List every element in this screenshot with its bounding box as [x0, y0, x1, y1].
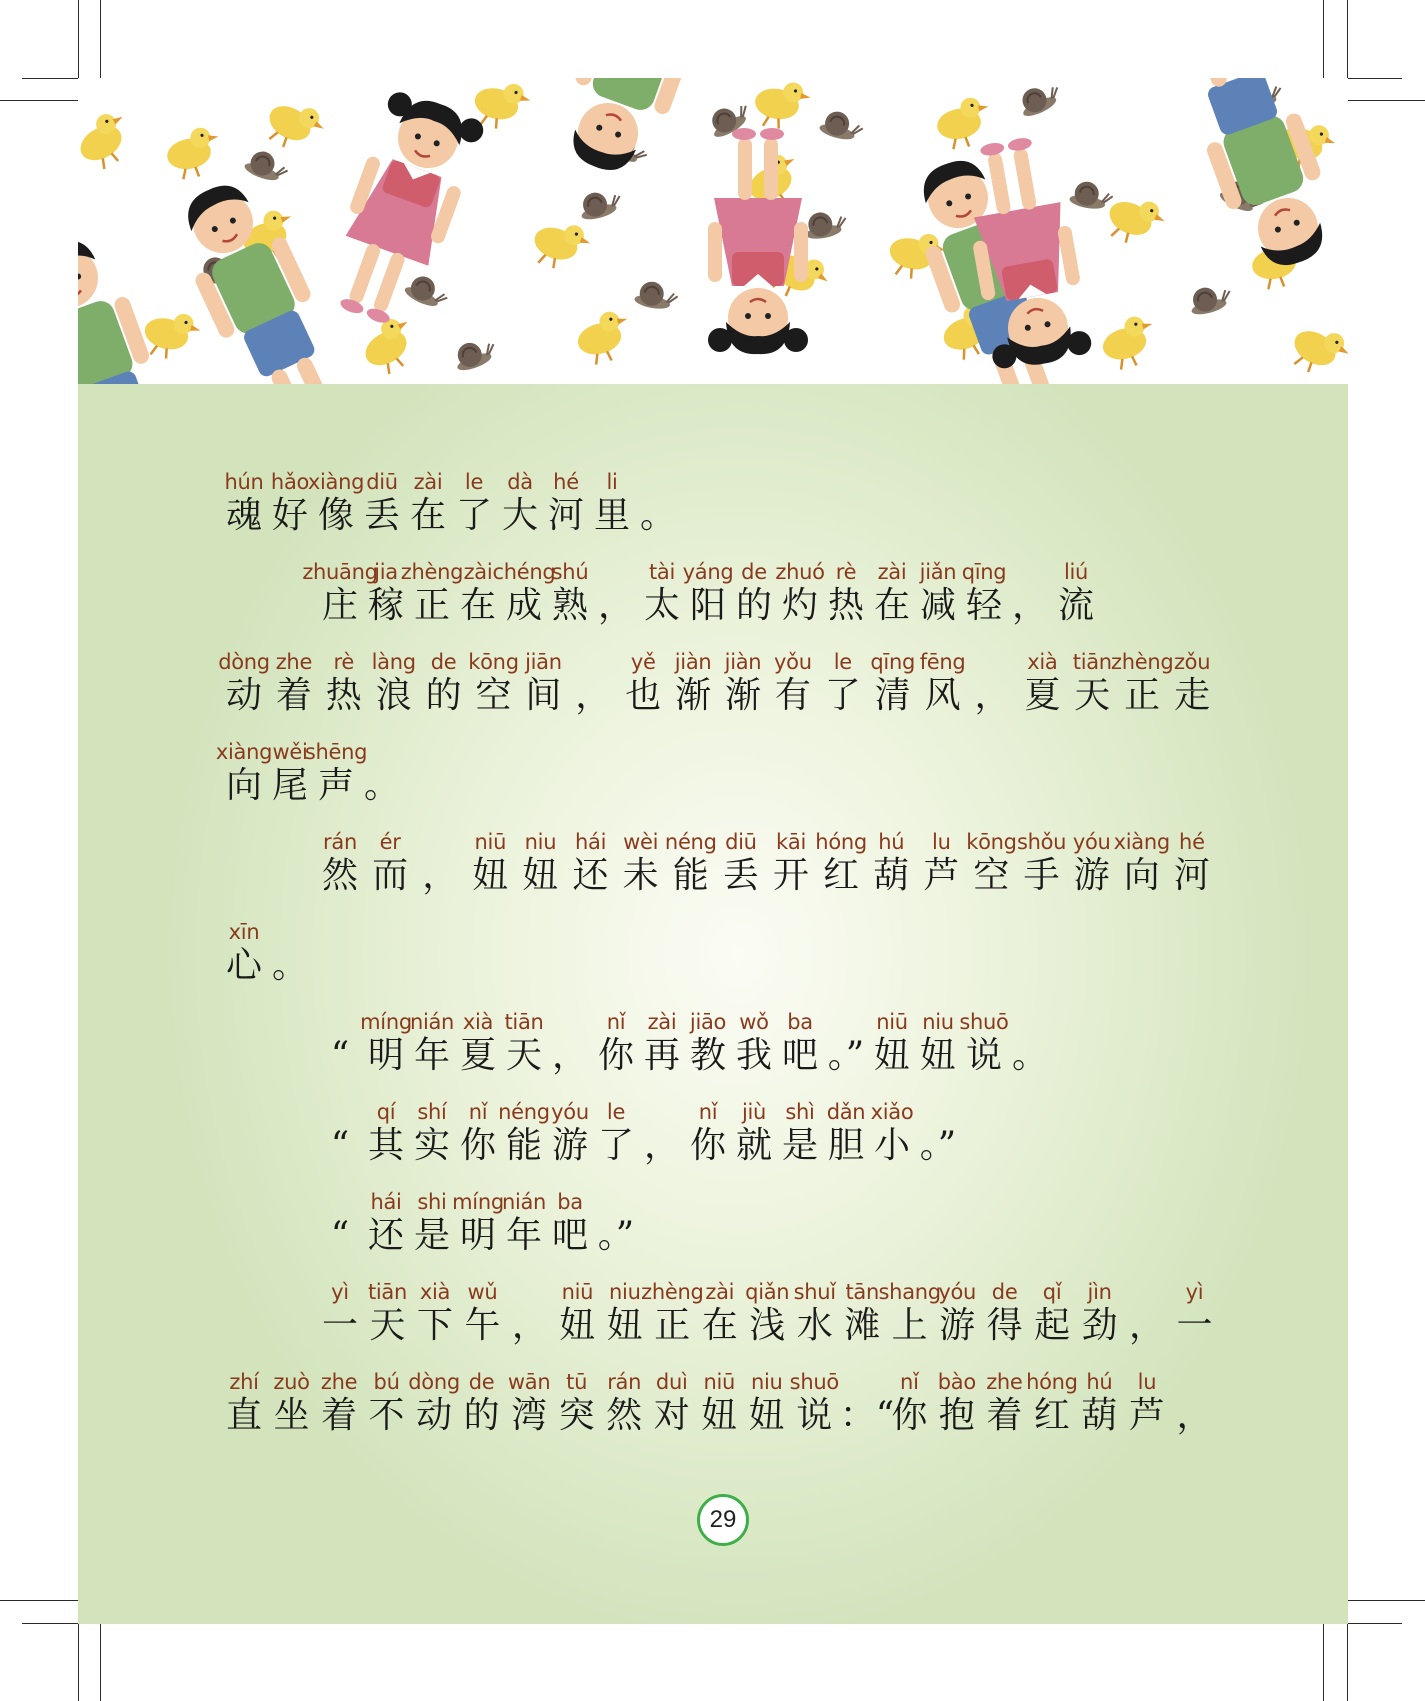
pinyin: duì	[655, 1370, 688, 1394]
hanzi: 妞	[606, 1305, 643, 1346]
pinyin: nǐ	[606, 1010, 626, 1034]
hanzi: 了	[597, 1125, 634, 1166]
pinyin: jiāo	[689, 1010, 727, 1034]
hanzi: 就	[735, 1125, 772, 1166]
pinyin: tài	[648, 560, 676, 584]
hanzi: ，	[1011, 585, 1048, 626]
crop-mark-br-h	[1347, 1600, 1425, 1601]
hanzi: 。”	[919, 1125, 957, 1166]
pinyin: shǒu	[1016, 830, 1067, 854]
pinyin: de	[991, 1280, 1018, 1304]
hanzi: 太	[643, 585, 680, 626]
hanzi: 好	[271, 495, 308, 536]
hanzi: 动	[225, 675, 262, 716]
children-ducklings-snails-icon	[78, 78, 1348, 384]
hanzi: 你	[689, 1125, 726, 1166]
pinyin: yì	[1185, 1280, 1204, 1304]
hanzi: 再	[643, 1035, 680, 1076]
hanzi: 里	[593, 495, 630, 536]
pinyin: bào	[937, 1370, 976, 1394]
pinyin: liú	[1063, 560, 1089, 584]
pinyin: wěi	[272, 740, 308, 764]
hanzi: “	[330, 1215, 350, 1256]
pinyin: xiàng	[215, 740, 273, 764]
hanzi: 水	[796, 1305, 833, 1346]
hanzi: 着	[986, 1395, 1023, 1436]
pinyin: diū	[725, 830, 757, 854]
pinyin: shi	[417, 1190, 447, 1214]
hanzi: 实	[413, 1125, 450, 1166]
hanzi: 走	[1174, 675, 1211, 716]
hanzi: 我	[735, 1035, 772, 1076]
hanzi: 的	[463, 1395, 500, 1436]
hanzi: 正	[654, 1305, 691, 1346]
hanzi: 。”	[597, 1215, 635, 1256]
hanzi: 庄	[321, 585, 358, 626]
pinyin: le	[833, 650, 852, 674]
hanzi: 轻	[965, 585, 1002, 626]
pinyin: zài	[647, 1010, 677, 1034]
crop-mark-bl-h	[0, 1600, 78, 1601]
crop-mark-tr-v2	[1323, 0, 1324, 78]
pinyin: jìn	[1087, 1280, 1112, 1304]
hanzi: 夏	[1024, 675, 1061, 716]
hanzi: 也	[625, 675, 662, 716]
pinyin: niu	[750, 1370, 783, 1394]
hanzi: 妞	[873, 1035, 910, 1076]
pinyin: niu	[922, 1010, 954, 1034]
hanzi: ，	[1129, 1305, 1166, 1346]
pinyin: qīng	[961, 560, 1007, 584]
hanzi: 还	[367, 1215, 404, 1256]
pinyin: zuò	[273, 1370, 310, 1394]
pinyin: jiàn	[674, 650, 712, 674]
hanzi: 的	[735, 585, 772, 626]
hanzi: 午	[464, 1305, 501, 1346]
hanzi: 吧	[551, 1215, 588, 1256]
hanzi: 教	[689, 1035, 726, 1076]
pinyin: míng	[452, 1190, 504, 1214]
pinyin: rè	[333, 650, 355, 674]
hanzi: ，	[551, 1035, 588, 1076]
pinyin: yóu	[938, 1280, 976, 1304]
hanzi: 大	[501, 495, 538, 536]
pinyin: kāi	[776, 830, 806, 854]
hanzi: 空	[475, 675, 512, 716]
hanzi: 成	[505, 585, 542, 626]
pinyin: ba	[787, 1010, 813, 1034]
hanzi: 在	[873, 585, 910, 626]
pinyin: nián	[409, 1010, 455, 1034]
hanzi: 妞	[522, 855, 559, 896]
hanzi: 游	[1073, 855, 1110, 896]
pinyin: tū	[566, 1370, 588, 1394]
hanzi: 芦	[923, 855, 960, 896]
hanzi: 浅	[749, 1305, 786, 1346]
hanzi: 突	[558, 1395, 595, 1436]
crop-mark-tl-h	[0, 100, 78, 101]
pinyin: hún	[224, 470, 264, 494]
hanzi: 手	[1023, 855, 1060, 896]
hanzi: 。”	[827, 1035, 865, 1076]
hanzi: 得	[986, 1305, 1023, 1346]
hanzi: 了	[824, 675, 861, 716]
pinyin: shuō	[959, 1010, 1009, 1034]
pinyin: kōng	[468, 650, 519, 674]
pinyin: qīng	[870, 650, 915, 674]
text-line	[0, 1190, 1425, 1280]
pinyin: xiàng	[307, 470, 365, 494]
hanzi: 河	[547, 495, 584, 536]
pinyin: qǐ	[1042, 1280, 1062, 1304]
pinyin: lu	[932, 830, 951, 854]
hanzi: “	[330, 1125, 350, 1166]
text-line	[0, 650, 1425, 740]
pinyin: ér	[379, 830, 401, 854]
pinyin: le	[464, 470, 484, 494]
hanzi: 在	[409, 495, 446, 536]
pinyin: zǒu	[1173, 650, 1211, 674]
pinyin: tiān	[504, 1010, 544, 1034]
hanzi: 的	[425, 675, 462, 716]
pinyin: shēng	[304, 740, 368, 764]
hanzi: ：“	[839, 1395, 895, 1436]
hanzi: 葫	[873, 855, 910, 896]
hanzi: 年	[413, 1035, 450, 1076]
hanzi: 渐	[724, 675, 761, 716]
pinyin: kōng	[966, 830, 1017, 854]
text-line	[0, 740, 1425, 830]
hanzi: 流	[1057, 585, 1094, 626]
hanzi: 渐	[675, 675, 712, 716]
pinyin: jiàn	[724, 650, 762, 674]
hanzi: 游	[939, 1305, 976, 1346]
pinyin: wǒ	[739, 1010, 769, 1034]
pinyin: niū	[474, 830, 507, 854]
page-number: 29	[697, 1494, 749, 1546]
hanzi: 稼	[367, 585, 404, 626]
hanzi: 红	[1033, 1395, 1070, 1436]
hanzi: 丢	[363, 495, 400, 536]
crop-mark-tl-v2	[100, 0, 101, 78]
hanzi: 清	[874, 675, 911, 716]
hanzi: 天	[369, 1305, 406, 1346]
hanzi: 下	[416, 1305, 453, 1346]
text-line	[0, 1100, 1425, 1190]
hanzi: 能	[672, 855, 709, 896]
pinyin: xià	[462, 1010, 494, 1034]
hanzi: 湾	[511, 1395, 548, 1436]
pinyin: zhe	[986, 1370, 1023, 1394]
pinyin: wèi	[623, 830, 659, 854]
pinyin: tiān	[1072, 650, 1112, 674]
hanzi: 还	[572, 855, 609, 896]
pinyin: shang	[878, 1280, 941, 1304]
crop-mark-bl-v2	[100, 1623, 101, 1701]
hanzi: 起	[1034, 1305, 1071, 1346]
pinyin: jiǎn	[919, 560, 957, 584]
pinyin: wǔ	[467, 1280, 498, 1304]
hanzi: 正	[413, 585, 450, 626]
pinyin: chéng	[492, 560, 556, 584]
hanzi: 天	[1074, 675, 1111, 716]
pinyin: hóng	[1026, 1370, 1078, 1394]
hanzi: 年	[505, 1215, 542, 1256]
hanzi: 小	[873, 1125, 910, 1166]
text-line	[0, 1370, 1425, 1460]
pinyin: hái	[574, 830, 607, 854]
header-illustration	[78, 78, 1348, 384]
hanzi: 心	[225, 945, 262, 986]
hanzi: 。	[271, 945, 308, 986]
hanzi: 明	[459, 1215, 496, 1256]
hanzi: 一	[1176, 1305, 1213, 1346]
pinyin: zhuāng	[302, 560, 378, 584]
hanzi: ，	[643, 1125, 680, 1166]
pinyin: nǐ	[468, 1100, 488, 1124]
pinyin: qí	[376, 1100, 396, 1124]
hanzi: 着	[321, 1395, 358, 1436]
pinyin: nǐ	[900, 1370, 919, 1394]
hanzi: 尾	[271, 765, 308, 806]
hanzi: 风	[924, 675, 961, 716]
pinyin: ba	[557, 1190, 583, 1214]
pinyin: dǎn	[826, 1100, 866, 1124]
hanzi: 。	[1011, 1035, 1048, 1076]
hanzi: 是	[781, 1125, 818, 1166]
hanzi: 夏	[459, 1035, 496, 1076]
pinyin: le	[606, 1100, 626, 1124]
pinyin: dà	[507, 470, 533, 494]
hanzi: ，	[422, 855, 459, 896]
hanzi: 声	[317, 765, 354, 806]
hanzi: 在	[459, 585, 496, 626]
hanzi: 热	[325, 675, 362, 716]
pinyin: zhèng	[641, 1280, 704, 1304]
hanzi: 对	[653, 1395, 690, 1436]
pinyin: li	[606, 470, 618, 494]
hanzi: 妞	[919, 1035, 956, 1076]
crop-mark-tr-h	[1347, 100, 1425, 101]
hanzi: 其	[367, 1125, 404, 1166]
hanzi: 在	[701, 1305, 738, 1346]
hanzi: 妞	[559, 1305, 596, 1346]
hanzi: 游	[551, 1125, 588, 1166]
hanzi: 向	[225, 765, 262, 806]
pinyin: niu	[609, 1280, 641, 1304]
hanzi: ，	[974, 675, 1011, 716]
hanzi: 像	[317, 495, 354, 536]
pinyin: xià	[419, 1280, 451, 1304]
hanzi: 能	[505, 1125, 542, 1166]
pinyin: hú	[878, 830, 905, 854]
pinyin: làng	[371, 650, 416, 674]
hanzi: 浪	[375, 675, 412, 716]
hanzi: 正	[1124, 675, 1161, 716]
hanzi: 然	[606, 1395, 643, 1436]
pinyin: néng	[664, 830, 717, 854]
hanzi: 妞	[701, 1395, 738, 1436]
pinyin: xiǎo	[870, 1100, 914, 1124]
pinyin: shú	[551, 560, 589, 584]
hanzi: 减	[919, 585, 956, 626]
hanzi: 坐	[273, 1395, 310, 1436]
hanzi: 你	[891, 1395, 928, 1436]
hanzi: 而	[372, 855, 409, 896]
pinyin: shuǐ	[793, 1280, 836, 1304]
hanzi: 空	[973, 855, 1010, 896]
text-line	[0, 1280, 1425, 1370]
hanzi: 有	[774, 675, 811, 716]
hanzi: 向	[1123, 855, 1160, 896]
hanzi: 芦	[1128, 1395, 1165, 1436]
pinyin: shì	[785, 1100, 815, 1124]
pinyin: yóu	[1072, 830, 1111, 854]
pinyin: qiǎn	[745, 1280, 790, 1304]
hanzi: 一	[321, 1305, 358, 1346]
pinyin: rè	[835, 560, 857, 584]
pinyin: zhèng	[400, 560, 464, 584]
pinyin: tān	[845, 1280, 879, 1304]
pinyin: zhe	[320, 1370, 358, 1394]
hanzi: ，	[511, 1305, 548, 1346]
pinyin: lu	[1137, 1370, 1157, 1394]
hanzi: 妞	[472, 855, 509, 896]
pinyin: xīn	[228, 920, 260, 944]
pinyin: diū	[366, 470, 398, 494]
pinyin: hái	[370, 1190, 402, 1214]
pinyin: fēng	[919, 650, 966, 674]
pinyin: yì	[331, 1280, 349, 1304]
pinyin: xià	[1027, 650, 1058, 674]
pinyin: zhèng	[1110, 650, 1174, 674]
hanzi: 红	[823, 855, 860, 896]
pinyin: jiān	[525, 650, 562, 674]
hanzi: 劲	[1081, 1305, 1118, 1346]
hanzi: 是	[413, 1215, 450, 1256]
pinyin: zài	[413, 470, 443, 494]
hanzi: 直	[225, 1395, 262, 1436]
hanzi: 着	[275, 675, 312, 716]
text-line	[0, 560, 1425, 650]
hanzi: 说	[796, 1395, 833, 1436]
pinyin: zài	[877, 560, 907, 584]
pinyin: niū	[876, 1010, 908, 1034]
pinyin: xiàng	[1113, 830, 1170, 854]
pinyin: shí	[417, 1100, 447, 1124]
pinyin: zhuó	[775, 560, 825, 584]
hanzi: 你	[459, 1125, 496, 1166]
pinyin: niu	[524, 830, 557, 854]
pinyin: de	[430, 650, 457, 674]
hanzi: 间	[525, 675, 562, 716]
pinyin: zhe	[275, 650, 313, 674]
hanzi: ，	[575, 675, 612, 716]
pinyin: shuō	[789, 1370, 839, 1394]
pinyin: hé	[553, 470, 579, 494]
crop-mark-br-v2	[1323, 1623, 1324, 1701]
pinyin: zài	[705, 1280, 735, 1304]
pinyin: yǒu	[774, 650, 812, 674]
pinyin: niū	[561, 1280, 594, 1304]
hanzi: 不	[368, 1395, 405, 1436]
hanzi: 了	[455, 495, 492, 536]
pinyin: jiù	[741, 1100, 767, 1124]
pinyin: yáng	[682, 560, 734, 584]
pinyin: hǎo	[270, 470, 310, 494]
pinyin: hóng	[815, 830, 867, 854]
pinyin: bú	[373, 1370, 400, 1394]
hanzi: 动	[416, 1395, 453, 1436]
hanzi: 你	[597, 1035, 634, 1076]
hanzi: 抱	[938, 1395, 975, 1436]
hanzi: 熟	[551, 585, 588, 626]
hanzi: 。	[363, 765, 400, 806]
pinyin: zhí	[229, 1370, 259, 1394]
hanzi: 河	[1173, 855, 1210, 896]
text-line	[0, 830, 1425, 920]
hanzi: 灼	[781, 585, 818, 626]
pinyin: yóu	[551, 1100, 589, 1124]
pinyin: dòng	[218, 650, 270, 674]
hanzi: 吧	[781, 1035, 818, 1076]
pinyin: hé	[1179, 830, 1205, 854]
hanzi: 妞	[748, 1395, 785, 1436]
pinyin: néng	[498, 1100, 550, 1124]
pinyin: niū	[703, 1370, 736, 1394]
hanzi: 未	[622, 855, 659, 896]
hanzi: 丢	[722, 855, 759, 896]
hanzi: 葫	[1081, 1395, 1118, 1436]
hanzi: 上	[891, 1305, 928, 1346]
pinyin: de	[741, 560, 767, 584]
pinyin: nǐ	[698, 1100, 718, 1124]
hanzi: 天	[505, 1035, 542, 1076]
pinyin: nián	[501, 1190, 547, 1214]
hanzi: ，	[597, 585, 634, 626]
hanzi: 热	[827, 585, 864, 626]
hanzi: 说	[965, 1035, 1002, 1076]
pinyin: dòng	[408, 1370, 460, 1394]
hanzi: 然	[321, 855, 358, 896]
pinyin: tiān	[367, 1280, 407, 1304]
hanzi: 阳	[689, 585, 726, 626]
hanzi: 。	[639, 495, 676, 536]
pinyin: de	[468, 1370, 495, 1394]
hanzi: 魂	[225, 495, 262, 536]
pinyin: hú	[1086, 1370, 1113, 1394]
hanzi: 滩	[844, 1305, 881, 1346]
pinyin: rán	[323, 830, 357, 854]
text-line	[0, 920, 1425, 1010]
hanzi: “	[330, 1035, 350, 1076]
pinyin: rán	[607, 1370, 642, 1394]
pinyin: jia	[374, 560, 398, 584]
hanzi: ，	[1176, 1395, 1213, 1436]
text-line	[0, 1010, 1425, 1100]
pinyin: zài	[463, 560, 493, 584]
pinyin: yě	[630, 650, 656, 674]
hanzi: 明	[367, 1035, 404, 1076]
hanzi: 胆	[827, 1125, 864, 1166]
text-line	[0, 470, 1425, 560]
pinyin: míng	[360, 1010, 412, 1034]
pinyin: wān	[507, 1370, 551, 1394]
hanzi: 开	[772, 855, 809, 896]
